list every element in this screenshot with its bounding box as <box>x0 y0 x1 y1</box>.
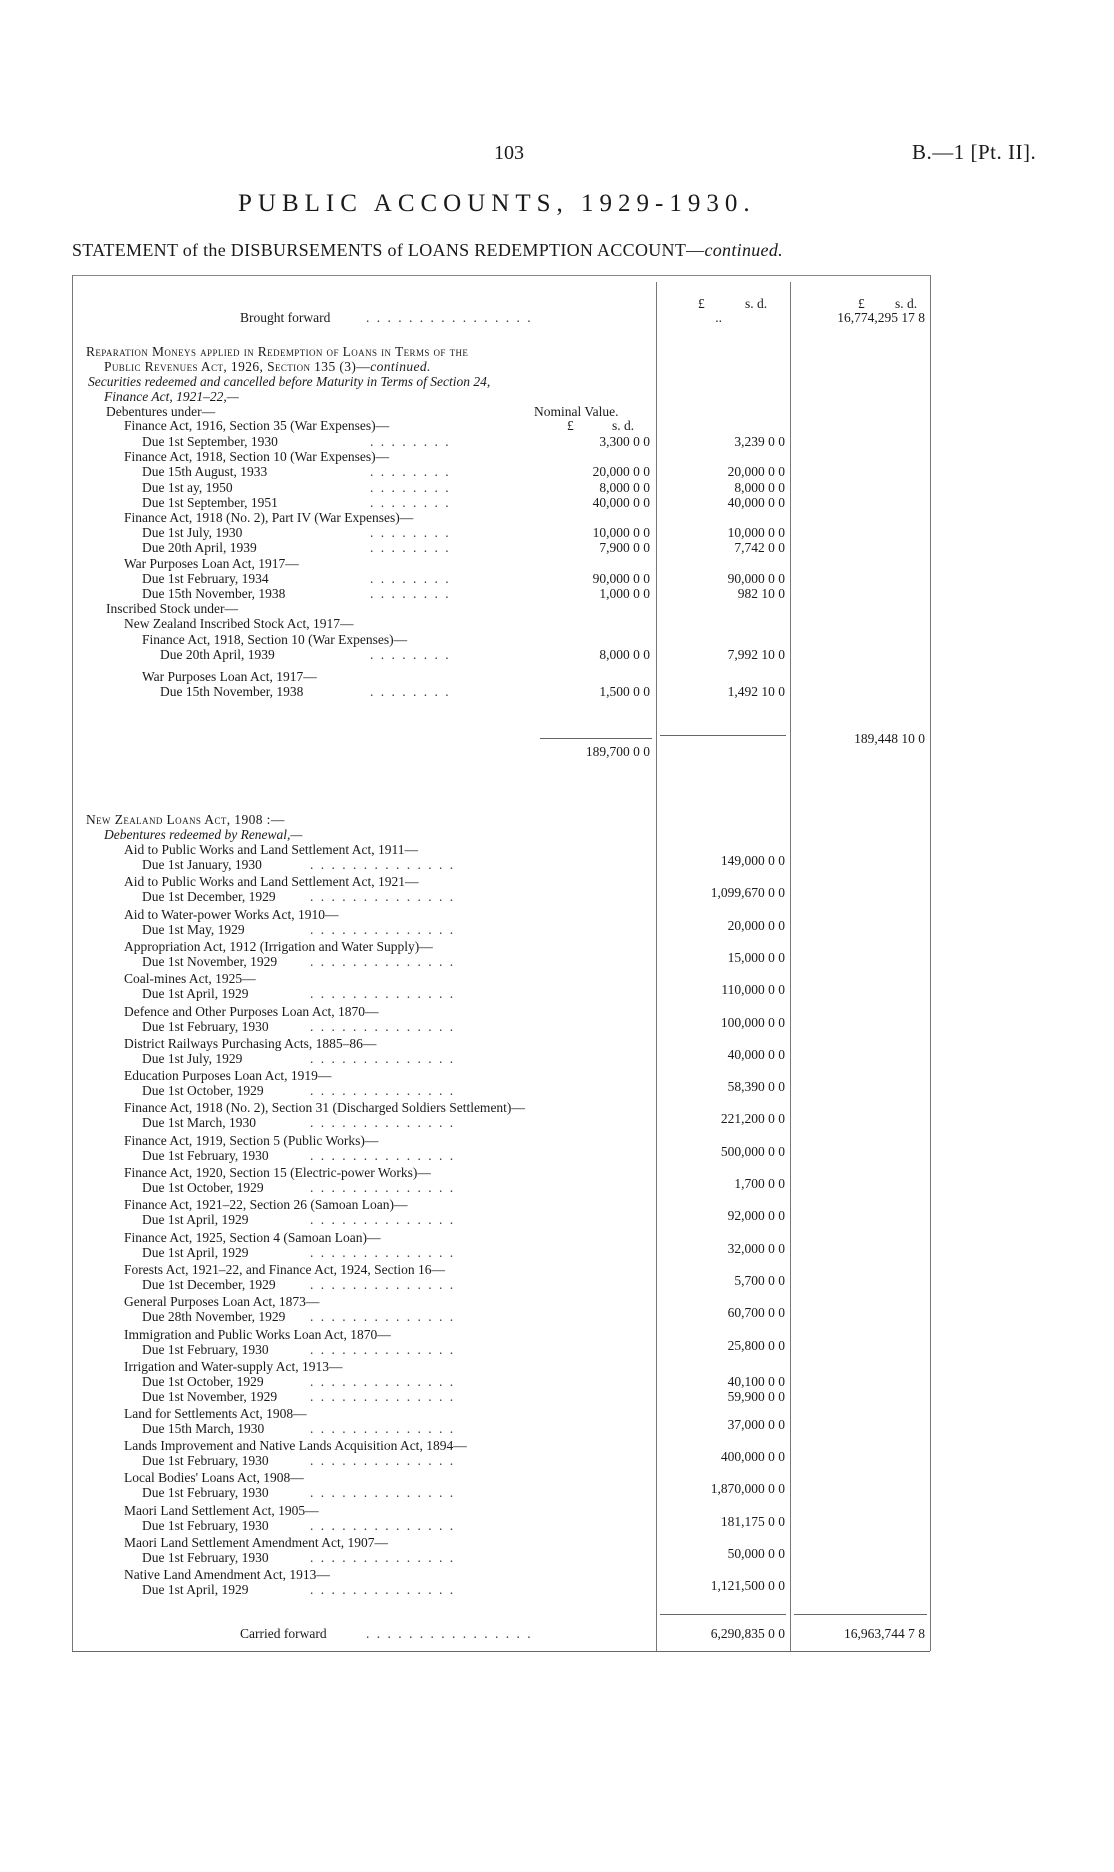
inscribed-row-dots: . . . . . . . . <box>370 646 451 662</box>
debenture-row-nominal: 10,000 0 0 <box>592 525 650 541</box>
renewal-row-act-label: Maori Land Settlement Act, 1905— <box>124 1502 319 1518</box>
renewal-row-act-label: Native Land Amendment Act, 1913— <box>124 1567 330 1583</box>
nominal-total: 189,700 0 0 <box>585 744 650 759</box>
page-title: PUBLIC ACCOUNTS, 1929-1930. <box>238 190 756 217</box>
debenture-row-dots: . . . . . . . . <box>370 570 451 586</box>
renewal-row-amount: 32,000 0 0 <box>727 1240 785 1256</box>
debenture-row-label: Finance Act, 1916, Section 35 (War Expenses)— <box>124 418 390 433</box>
renewal-row-due-label: Due 1st February, 1930 <box>142 1485 269 1501</box>
inscribed-stock-label: Inscribed Stock under— <box>106 601 238 617</box>
debenture-row-amount: 40,000 0 0 <box>727 494 785 510</box>
renewal-row-act-label: Finance Act, 1919, Section 5 (Public Works)— <box>124 1132 379 1148</box>
debentures-under-label: Debentures under— <box>106 404 216 419</box>
renewal-row-act-label: Immigration and Public Works Loan Act, 1870— <box>124 1326 391 1342</box>
renewal-row-amount: 500,000 0 0 <box>720 1143 785 1159</box>
debenture-row-nominal: 8,000 0 0 <box>599 479 650 495</box>
renewal-row-dots: . . . . . . . . . . . . . . <box>310 921 456 937</box>
col2-pound-header: £ <box>858 296 865 311</box>
renewal-row-dots: . . . . . . . . . . . . . . <box>310 953 456 969</box>
renewal-row-dots: . . . . . . . . . . . . . . <box>310 1083 456 1099</box>
renewal-row-dots: . . . . . . . . . . . . . . <box>310 1517 456 1533</box>
renewal-row-amount: 100,000 0 0 <box>720 1014 785 1030</box>
debenture-row-dots: . . . . . . . . <box>370 434 451 449</box>
debenture-row-amount: 90,000 0 0 <box>727 570 785 586</box>
renewal-row-dots: . . . . . . . . . . . . . . <box>310 1309 456 1325</box>
renewal-row-amount: 25,800 0 0 <box>727 1337 785 1353</box>
debenture-row-dots: . . . . . . . . <box>370 494 451 510</box>
irrigation-amount2: 59,900 0 0 <box>727 1388 785 1404</box>
renewal-row-due-label: Due 1st October, 1929 <box>142 1083 264 1099</box>
debenture-row-label: Due 15th August, 1933 <box>142 464 268 480</box>
renewal-row-amount: 37,000 0 0 <box>727 1416 785 1432</box>
col1-pound-header: £ <box>698 296 705 311</box>
renewal-row-dots: . . . . . . . . . . . . . . <box>310 889 456 905</box>
renewal-row-dots: . . . . . . . . . . . . . . <box>310 1582 456 1598</box>
renewal-row-act-label: Finance Act, 1920, Section 15 (Electric-power Works)— <box>124 1165 431 1180</box>
renewal-row-dots: . . . . . . . . . . . . . . <box>310 1147 456 1163</box>
debenture-row-label: Due 1st February, 1934 <box>142 570 269 586</box>
renewal-row-due-label: Due 1st April, 1929 <box>142 1244 249 1260</box>
debenture-row-amount: 8,000 0 0 <box>734 479 785 495</box>
debenture-row-label: War Purposes Loan Act, 1917— <box>124 555 299 571</box>
debenture-row-amount: 20,000 0 0 <box>727 464 785 480</box>
renewal-row-amount: 400,000 0 0 <box>720 1449 785 1465</box>
renewal-row-amount: 221,200 0 0 <box>720 1111 785 1127</box>
renewal-row-due-label: Due 1st April, 1929 <box>142 1212 249 1228</box>
brought-forward-dots: . . . . . . . . . . . . . . . . <box>366 310 533 325</box>
section1-italic-line2: Finance Act, 1921–22,— <box>104 389 239 404</box>
renewal-row-dots: . . . . . . . . . . . . . . <box>310 1244 456 1260</box>
inscribed-row-amount: 7,992 10 0 <box>727 646 785 662</box>
debenture-row-label: Due 1st September, 1930 <box>142 434 278 449</box>
renewal-row-due-label: Due 1st October, 1929 <box>142 1180 264 1195</box>
renewal-row-act-label: Finance Act, 1921–22, Section 26 (Samoan Loan)— <box>124 1197 408 1213</box>
renewal-row-amount: 5,700 0 0 <box>734 1272 785 1288</box>
renewal-row-act-label: District Railways Purchasing Acts, 1885–86— <box>124 1035 377 1051</box>
debenture-row-nominal: 40,000 0 0 <box>592 494 650 510</box>
section1-heading-continued: continued. <box>370 359 431 374</box>
subtitle-continued: continued. <box>704 240 783 260</box>
carried-forward-col2: 16,963,744 7 8 <box>844 1626 925 1641</box>
inscribed-row-nominal: 8,000 0 0 <box>599 646 650 662</box>
irrigation-due2-label: Due 1st November, 1929 <box>142 1388 278 1404</box>
renewal-row-dots: . . . . . . . . . . . . . . <box>310 986 456 1002</box>
debenture-row-dots: . . . . . . . . <box>370 586 451 601</box>
renewal-row-amount: 58,390 0 0 <box>727 1079 785 1095</box>
column-divider-right <box>930 275 931 1651</box>
renewal-row-act-label: Finance Act, 1925, Section 4 (Samoan Loan)— <box>124 1229 381 1245</box>
renewal-row-dots: . . . . . . . . . . . . . . <box>310 857 456 872</box>
col2-sd-header: s. d. <box>895 296 918 311</box>
renewal-row-due-label: Due 1st December, 1929 <box>142 889 276 905</box>
inscribed-row-dots: . . . . . . . . <box>370 684 451 699</box>
renewal-row-amount: 15,000 0 0 <box>727 949 785 965</box>
irrigation-act-label: Irrigation and Water-supply Act, 1913— <box>124 1358 343 1374</box>
brought-forward-label: Brought forward <box>240 310 331 325</box>
renewal-row-act-label: Land for Settlements Act, 1908— <box>124 1405 307 1421</box>
renewal-row-dots: . . . . . . . . . . . . . . <box>310 1276 456 1292</box>
carried-forward-rule-col1 <box>660 1614 786 1615</box>
nominal-sd-header: s. d. <box>612 418 635 433</box>
irrigation-due1-label: Due 1st October, 1929 <box>142 1373 264 1389</box>
renewal-row-amount: 181,175 0 0 <box>720 1513 785 1529</box>
irrigation-amount1: 40,100 0 0 <box>727 1373 785 1389</box>
column-divider-2 <box>790 282 791 1651</box>
renewal-row-amount: 1,700 0 0 <box>734 1176 785 1191</box>
col1-total-rule <box>660 735 786 736</box>
renewal-row-act-label: Local Bodies' Loans Act, 1908— <box>124 1470 304 1486</box>
renewal-row-dots: . . . . . . . . . . . . . . <box>310 1050 456 1066</box>
debenture-row-dots: . . . . . . . . <box>370 464 451 480</box>
renewal-row-act-label: Lands Improvement and Native Lands Acquisition Act, 1894— <box>124 1438 467 1454</box>
carried-forward-dots: . . . . . . . . . . . . . . . . <box>366 1626 533 1641</box>
renewal-row-act-label: Forests Act, 1921–22, and Finance Act, 1924, Section 16— <box>124 1261 445 1277</box>
irrigation-due2-dots: . . . . . . . . . . . . . . <box>310 1388 456 1404</box>
section1-heading-line2 <box>104 359 431 374</box>
col1-sd-header: s. d. <box>745 296 768 311</box>
debenture-row-nominal: 3,300 0 0 <box>599 434 650 449</box>
statement-subtitle <box>72 240 783 261</box>
irrigation-due1-dots: . . . . . . . . . . . . . . <box>310 1373 456 1389</box>
nominal-pound-header: £ <box>567 418 574 433</box>
renewal-row-amount: 1,099,670 0 0 <box>710 885 785 901</box>
table-bottom-rule <box>72 1651 930 1652</box>
carried-forward-label: Carried forward <box>240 1626 327 1641</box>
debenture-row-nominal: 7,900 0 0 <box>599 540 650 556</box>
renewal-row-due-label: Due 1st December, 1929 <box>142 1276 276 1292</box>
debenture-row-amount: 10,000 0 0 <box>727 525 785 541</box>
renewal-row-dots: . . . . . . . . . . . . . . <box>310 1453 456 1469</box>
renewal-row-dots: . . . . . . . . . . . . . . <box>310 1180 456 1195</box>
renewal-row-act-label: Maori Land Settlement Amendment Act, 1907— <box>124 1535 388 1550</box>
renewal-row-dots: . . . . . . . . . . . . . . <box>310 1212 456 1228</box>
debenture-row-label: Due 15th November, 1938 <box>142 586 286 601</box>
renewal-row-due-label: Due 1st November, 1929 <box>142 953 278 969</box>
debenture-row-amount: 3,239 0 0 <box>734 434 785 449</box>
renewal-row-due-label: Due 1st March, 1930 <box>142 1115 256 1131</box>
section1-heading-line2-text: Public Revenues Act, 1926, Section 135 (3)— <box>104 359 371 374</box>
renewal-row-due-label: Due 1st February, 1930 <box>142 1018 269 1034</box>
debenture-row-amount: 982 10 0 <box>737 586 785 601</box>
debenture-row-dots: . . . . . . . . <box>370 525 451 541</box>
debenture-row-nominal: 1,000 0 0 <box>599 586 650 601</box>
renewal-row-amount: 20,000 0 0 <box>727 917 785 933</box>
debenture-row-label: Due 1st ay, 1950 <box>142 479 233 495</box>
renewal-row-dots: . . . . . . . . . . . . . . <box>310 1485 456 1501</box>
renewal-row-dots: . . . . . . . . . . . . . . <box>310 1341 456 1357</box>
debenture-row-label: Due 1st September, 1951 <box>142 494 278 510</box>
section1-italic-line1: Securities redeemed and cancelled before Maturity in Terms of Section 24, <box>88 374 491 389</box>
section1-total: 189,448 10 0 <box>854 731 925 746</box>
renewal-row-amount: 1,870,000 0 0 <box>710 1481 785 1497</box>
renewal-row-due-label: Due 1st May, 1929 <box>142 921 245 937</box>
debenture-row-amount: 7,742 0 0 <box>734 540 785 556</box>
renewal-row-act-label: Defence and Other Purposes Loan Act, 1870— <box>124 1003 379 1019</box>
renewal-row-act-label: Finance Act, 1918 (No. 2), Section 31 (Discharged Soldiers Settlement)— <box>124 1100 525 1116</box>
column-divider-left <box>72 275 73 1651</box>
renewal-row-amount: 110,000 0 0 <box>721 982 785 998</box>
debenture-row-label: Finance Act, 1918, Section 10 (War Expenses)— <box>124 449 390 465</box>
nz-inscribed-stock-label: New Zealand Inscribed Stock Act, 1917— <box>124 616 354 632</box>
inscribed-row-label: Finance Act, 1918, Section 10 (War Expenses)— <box>142 631 408 647</box>
renewal-row-act-label: Appropriation Act, 1912 (Irrigation and Water Supply)— <box>124 938 433 954</box>
renewal-row-amount: 92,000 0 0 <box>727 1208 785 1224</box>
document-reference: B.—1 [Pt. II]. <box>912 140 1037 164</box>
renewal-row-act-label: Aid to Public Works and Land Settlement Act, 1911— <box>124 842 419 857</box>
renewal-row-due-label: Due 1st February, 1930 <box>142 1517 269 1533</box>
renewal-row-due-label: Due 1st February, 1930 <box>142 1147 269 1163</box>
table-top-rule <box>72 275 930 276</box>
renewal-row-amount: 149,000 0 0 <box>720 853 785 868</box>
debenture-row-dots: . . . . . . . . <box>370 540 451 556</box>
section2-heading: New Zealand Loans Act, 1908 :— <box>86 812 285 827</box>
nominal-value-header: Nominal Value. <box>534 404 619 419</box>
debenture-row-nominal: 90,000 0 0 <box>592 570 650 586</box>
inscribed-row-label: Due 20th April, 1939 <box>160 646 275 662</box>
renewal-row-due-label: Due 1st February, 1930 <box>142 1453 269 1469</box>
renewal-row-amount: 40,000 0 0 <box>727 1046 785 1062</box>
column-divider-1 <box>656 282 657 1651</box>
nominal-total-rule <box>540 738 652 739</box>
section1-heading-line1: Reparation Moneys applied in Redemption of Loans in Terms of the <box>86 344 469 359</box>
renewal-row-amount: 50,000 0 0 <box>727 1546 785 1561</box>
brought-forward-col2: 16,774,295 17 8 <box>837 310 925 325</box>
renewal-row-dots: . . . . . . . . . . . . . . <box>310 1420 456 1436</box>
renewal-row-act-label: Coal-mines Act, 1925— <box>124 971 256 987</box>
debenture-row-label: Due 1st July, 1930 <box>142 525 243 541</box>
debenture-row-nominal: 20,000 0 0 <box>592 464 650 480</box>
page-number: 103 <box>494 142 524 164</box>
inscribed-row-label: War Purposes Loan Act, 1917— <box>142 668 317 684</box>
carried-forward-col1: 6,290,835 0 0 <box>710 1626 785 1641</box>
renewal-row-due-label: Due 1st February, 1930 <box>142 1550 269 1565</box>
renewal-row-act-label: General Purposes Loan Act, 1873— <box>124 1294 320 1310</box>
debenture-row-label: Due 20th April, 1939 <box>142 540 257 556</box>
debenture-row-dots: . . . . . . . . <box>370 479 451 495</box>
inscribed-row-amount: 1,492 10 0 <box>727 684 785 699</box>
renewal-row-act-label: Aid to Public Works and Land Settlement Act, 1921— <box>124 874 419 890</box>
inscribed-row-label: Due 15th November, 1938 <box>160 684 304 699</box>
renewal-row-due-label: Due 1st February, 1930 <box>142 1341 269 1357</box>
renewal-row-due-label: Due 1st July, 1929 <box>142 1050 243 1066</box>
renewal-row-due-label: Due 1st April, 1929 <box>142 1582 249 1598</box>
carried-forward-rule-col2 <box>794 1614 927 1615</box>
renewal-row-due-label: Due 1st January, 1930 <box>142 857 262 872</box>
section2-italic-heading: Debentures redeemed by Renewal,— <box>104 827 303 842</box>
renewal-row-due-label: Due 1st April, 1929 <box>142 986 249 1002</box>
debenture-row-label: Finance Act, 1918 (No. 2), Part IV (War Expenses)— <box>124 510 414 525</box>
renewal-row-act-label: Aid to Water-power Works Act, 1910— <box>124 906 339 922</box>
renewal-row-act-label: Education Purposes Loan Act, 1919— <box>124 1068 332 1084</box>
inscribed-row-nominal: 1,500 0 0 <box>599 684 650 699</box>
renewal-row-dots: . . . . . . . . . . . . . . <box>310 1018 456 1034</box>
brought-forward-col1: .. <box>715 310 722 325</box>
renewal-row-due-label: Due 28th November, 1929 <box>142 1309 286 1325</box>
renewal-row-dots: . . . . . . . . . . . . . . <box>310 1115 456 1131</box>
renewal-row-due-label: Due 15th March, 1930 <box>142 1420 265 1436</box>
renewal-row-amount: 1,121,500 0 0 <box>710 1578 785 1594</box>
subtitle-main: STATEMENT of the DISBURSEMENTS of LOANS REDEMPTION ACCOUNT— <box>72 240 705 260</box>
renewal-row-amount: 60,700 0 0 <box>727 1305 785 1321</box>
renewal-row-dots: . . . . . . . . . . . . . . <box>310 1550 456 1565</box>
